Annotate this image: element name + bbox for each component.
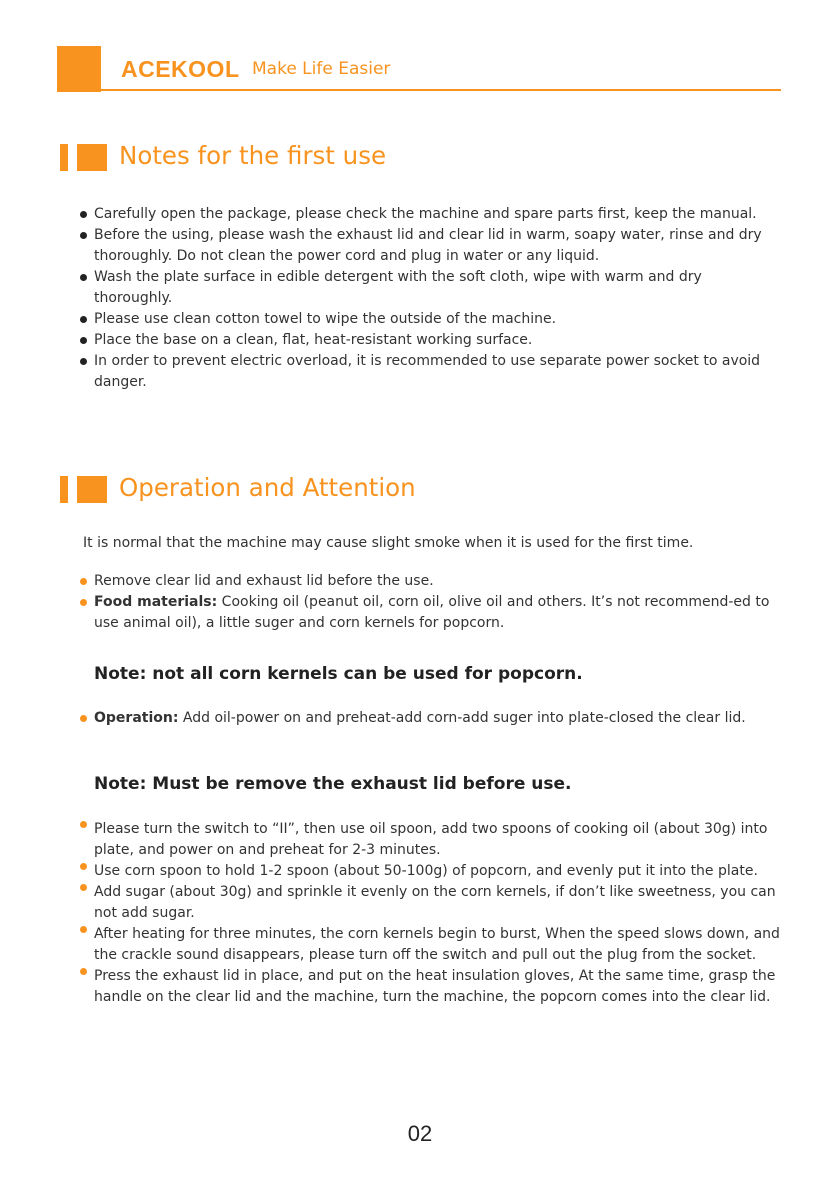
bullet-icon bbox=[80, 863, 87, 870]
section-marker-thick bbox=[77, 476, 107, 503]
list-item-text: Please turn the switch to “II”, then use oil spoon, add two spoons of cooking oil (about 30g) into plate, and power on and preheat for 2-3 minutes. bbox=[94, 821, 768, 858]
list-item-lead: Operation: bbox=[94, 710, 179, 726]
list-item-text: Use corn spoon to hold 1-2 spoon (about 50-100g) of popcorn, and evenly put it into the plate. bbox=[94, 863, 758, 879]
bullet-icon bbox=[80, 211, 87, 218]
list-item-text: After heating for three minutes, the corn kernels begin to burst, When the speed slows down, and the crackle sound disappears, please turn off the switch and pull out the plug from the socket. bbox=[94, 926, 780, 963]
list-item-text: Wash the plate surface in edible detergent with the soft cloth, wipe with warm and dry thoroughly. bbox=[94, 269, 702, 306]
list-item-text: Remove clear lid and exhaust lid before the use. bbox=[94, 573, 434, 589]
operation-list-c bbox=[80, 819, 780, 1008]
list-item bbox=[80, 819, 780, 861]
first-use-list bbox=[80, 204, 780, 393]
list-item-text: In order to prevent electric overload, it is recommended to use separate power socket to avoid danger. bbox=[94, 353, 761, 390]
header-divider bbox=[101, 89, 781, 91]
section-marker-thin bbox=[60, 144, 68, 171]
bullet-icon bbox=[80, 884, 87, 891]
operation-list-a bbox=[80, 571, 780, 634]
bullet-icon bbox=[80, 337, 87, 344]
list-item-text: Before the using, please wash the exhaust lid and clear lid in warm, soapy water, rinse and dry thoroughly. Do not clean the power cord and plug in water or any liquid. bbox=[94, 227, 762, 264]
list-item bbox=[80, 924, 780, 966]
section-marker-thin bbox=[60, 476, 68, 503]
list-item-text: Please use clean cotton towel to wipe the outside of the machine. bbox=[94, 311, 557, 327]
list-item-text: Press the exhaust lid in place, and put on the heat insulation gloves, At the same time, grasp the handle on the clear lid and the machine, turn the machine, the popcorn comes into the clear lid. bbox=[94, 968, 776, 1005]
bullet-icon bbox=[80, 821, 87, 828]
list-item bbox=[80, 309, 780, 330]
page-number: 02 bbox=[407, 1121, 433, 1146]
bullet-icon bbox=[80, 968, 87, 975]
list-item bbox=[80, 225, 780, 267]
section-marker-thick bbox=[77, 144, 107, 171]
list-item bbox=[80, 571, 780, 592]
note-corn-kernels: Note: not all corn kernels can be used for popcorn. bbox=[94, 664, 583, 684]
bullet-icon bbox=[80, 715, 87, 722]
bullet-icon bbox=[80, 274, 87, 281]
list-item bbox=[80, 966, 780, 1008]
brand-tagline: Make Life Easier bbox=[252, 59, 391, 79]
list-item bbox=[80, 267, 780, 309]
list-item bbox=[80, 708, 780, 729]
bullet-icon bbox=[80, 926, 87, 933]
header-accent-block bbox=[57, 46, 101, 92]
list-item bbox=[80, 882, 780, 924]
bullet-icon bbox=[80, 358, 87, 365]
list-item bbox=[80, 330, 780, 351]
list-item bbox=[80, 592, 780, 634]
note-exhaust-lid: Note: Must be remove the exhaust lid before use. bbox=[94, 774, 572, 794]
bullet-icon bbox=[80, 232, 87, 239]
bullet-icon bbox=[80, 316, 87, 323]
list-item bbox=[80, 351, 780, 393]
list-item bbox=[80, 861, 780, 882]
bullet-icon bbox=[80, 578, 87, 585]
operation-intro: It is normal that the machine may cause slight smoke when it is used for the first time. bbox=[83, 535, 694, 551]
list-item bbox=[80, 204, 780, 225]
section-title-operation: Operation and Attention bbox=[119, 473, 416, 502]
operation-list-b bbox=[80, 708, 780, 729]
list-item-text: Cooking oil (peanut oil, corn oil, olive oil and others. It’s not recommend-ed to use animal oil), a little suger and corn kernels for popcorn. bbox=[94, 594, 770, 631]
brand-logo: ACEKOOL bbox=[121, 56, 240, 82]
list-item-text: Add oil-power on and preheat-add corn-add suger into plate-closed the clear lid. bbox=[178, 710, 746, 726]
section-title-first-use: Notes for the first use bbox=[119, 141, 387, 170]
list-item-lead: Food materials: bbox=[94, 594, 218, 610]
list-item-text: Add sugar (about 30g) and sprinkle it evenly on the corn kernels, if don’t like sweetness, you can not add sugar. bbox=[94, 884, 776, 921]
list-item-text: Carefully open the package, please check the machine and spare parts first, keep the manual. bbox=[94, 206, 757, 222]
bullet-icon bbox=[80, 599, 87, 606]
list-item-text: Place the base on a clean, flat, heat-resistant working surface. bbox=[94, 332, 533, 348]
